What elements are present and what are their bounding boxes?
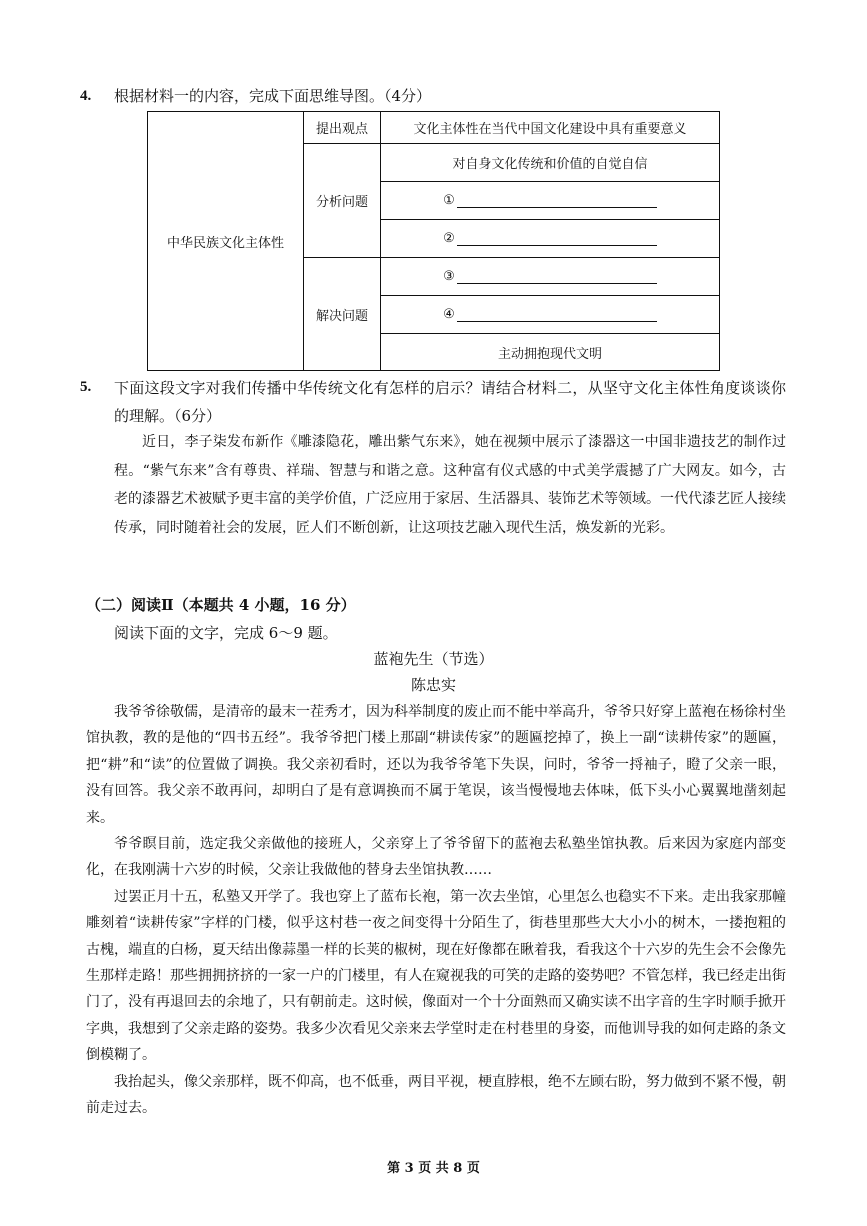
blank-3-line — [457, 269, 657, 284]
solution-item: 主动拥抱现代文明 — [381, 334, 720, 371]
article-paragraph: 我抬起头，像父亲那样，既不仰高，也不低垂，两目平视，梗直脖根，绝不左顾右盼，努力做到不紧不慢，朝前走过去。 — [86, 1073, 786, 1117]
blank-3-marker: ③ — [443, 269, 455, 284]
passage-paragraph: 近日，李子柒发布新作《雕漆隐花，雕出紫气东来》，她在视频中展示了漆器这一中国非遗技艺的制作过程。“紫气东来”含有尊贵、祥瑞、智慧与和谐之意。这种富有仪式感的中式美学震撼了广大网友。如今，古老的漆器艺术被赋予更丰富的美学价值，广泛应用于家居、生活器具、装饰艺术等领域。一代代漆艺匠人接续传承，同时随着社会的发展，匠人们不断创新，让这项技艺融入现代生活，焕发新的光彩。 — [114, 434, 786, 536]
question-5-text: 下面这段文字对我们传播中华传统文化有怎样的启示？请结合材料二，从坚守文化主体性角度谈谈你的理解。（6分） — [114, 379, 786, 425]
blank-2-line — [457, 231, 657, 246]
article-paragraph: 爷爷瞑目前，选定我父亲做他的接班人，父亲穿上了爷爷留下的蓝袍去私塾坐馆执教。后来因为家庭内部变化，在我刚满十六岁的时候，父亲让我做他的替身去坐馆执教…… — [86, 836, 786, 879]
article-paragraph: 我爷爷徐敬儒，是清帝的最末一茬秀才，因为科举制度的废止而不能中举高升，爷爷只好穿上蓝袍在杨徐村坐馆执教，教的是他的“四书五经”。我爷爷把门楼上那副“耕读传家”的题匾挖掉了，换上一副“读耕传家”的题匾，把“耕”和“读”的位置做了调换。我父亲初看时，还以为我爷爷笔下失误，问时，爷爷一捋袖子，瞪了父亲一眼，没有回答。我父亲不敢再问，却明白了是有意调换而不属于笔误，该当慢慢地去体味，低下头小心翼翼地凿刻起来。 — [86, 704, 786, 826]
blank-1-marker: ① — [443, 193, 455, 208]
label-analysis: 分析问题 — [304, 144, 381, 258]
blank-3[interactable] — [381, 258, 720, 296]
blank-2-marker: ② — [443, 231, 455, 246]
section-heading: （二）阅读Ⅱ（本题共 4 小题，16 分） — [86, 596, 356, 614]
blank-1[interactable] — [381, 182, 720, 220]
blank-2[interactable] — [381, 220, 720, 258]
blank-4-marker: ④ — [443, 307, 455, 322]
article-author: 陈忠实 — [410, 676, 456, 694]
question-4-text: 根据材料一的内容，完成下面思维导图。（4分） — [114, 87, 432, 105]
label-viewpoint: 提出观点 — [304, 112, 381, 144]
blank-1-line — [457, 193, 657, 208]
mind-map-root: 中华民族文化主体性 — [148, 112, 304, 371]
label-solution: 解决问题 — [304, 258, 381, 371]
article-body — [86, 699, 786, 1122]
mind-map-table — [147, 111, 720, 371]
page-footer: 第 3 页 共 8 页 — [387, 1161, 480, 1176]
blank-4-line — [457, 307, 657, 322]
question-5-number: 5. — [80, 379, 92, 395]
question-5-passage — [114, 428, 786, 542]
article-paragraph: 过罢正月十五，私塾又开学了。我也穿上了蓝布长袍，第一次去坐馆，心里怎么也稳实不下来。走出我家那幢雕刻着“读耕传家”字样的门楼，似乎这村巷一夜之间变得十分陌生了，街巷里那些大大小小的树木，一搂抱粗的古槐，端直的白杨，夏天结出像蒜墨一样的长荚的椒树，现在好像都在瞅着我，看我这个十六岁的先生会不会像先生那样走路！那些拥拥挤挤的一家一户的门楼里，有人在窥视我的可笑的走路的姿势吧？不管怎样，我已经走出街门了，没有再退回去的余地了，只有朝前走。这时候，像面对一个十分面熟而又确实读不出字音的生字时顺手掀开字典，我想到了父亲走路的姿势。我多少次看见父亲来去学堂时走在村巷里的身姿，而他训导我的如何走路的条文倒模糊了。 — [86, 888, 786, 1064]
section-instruction: 阅读下面的文字，完成 6～9 题。 — [114, 624, 338, 642]
viewpoint-text: 文化主体性在当代中国文化建设中具有重要意义 — [381, 112, 720, 144]
blank-4[interactable] — [381, 296, 720, 334]
article-title: 蓝袍先生（节选） — [373, 650, 494, 668]
analysis-item: 对自身文化传统和价值的自觉自信 — [381, 144, 720, 182]
question-4-number: 4. — [80, 88, 92, 104]
